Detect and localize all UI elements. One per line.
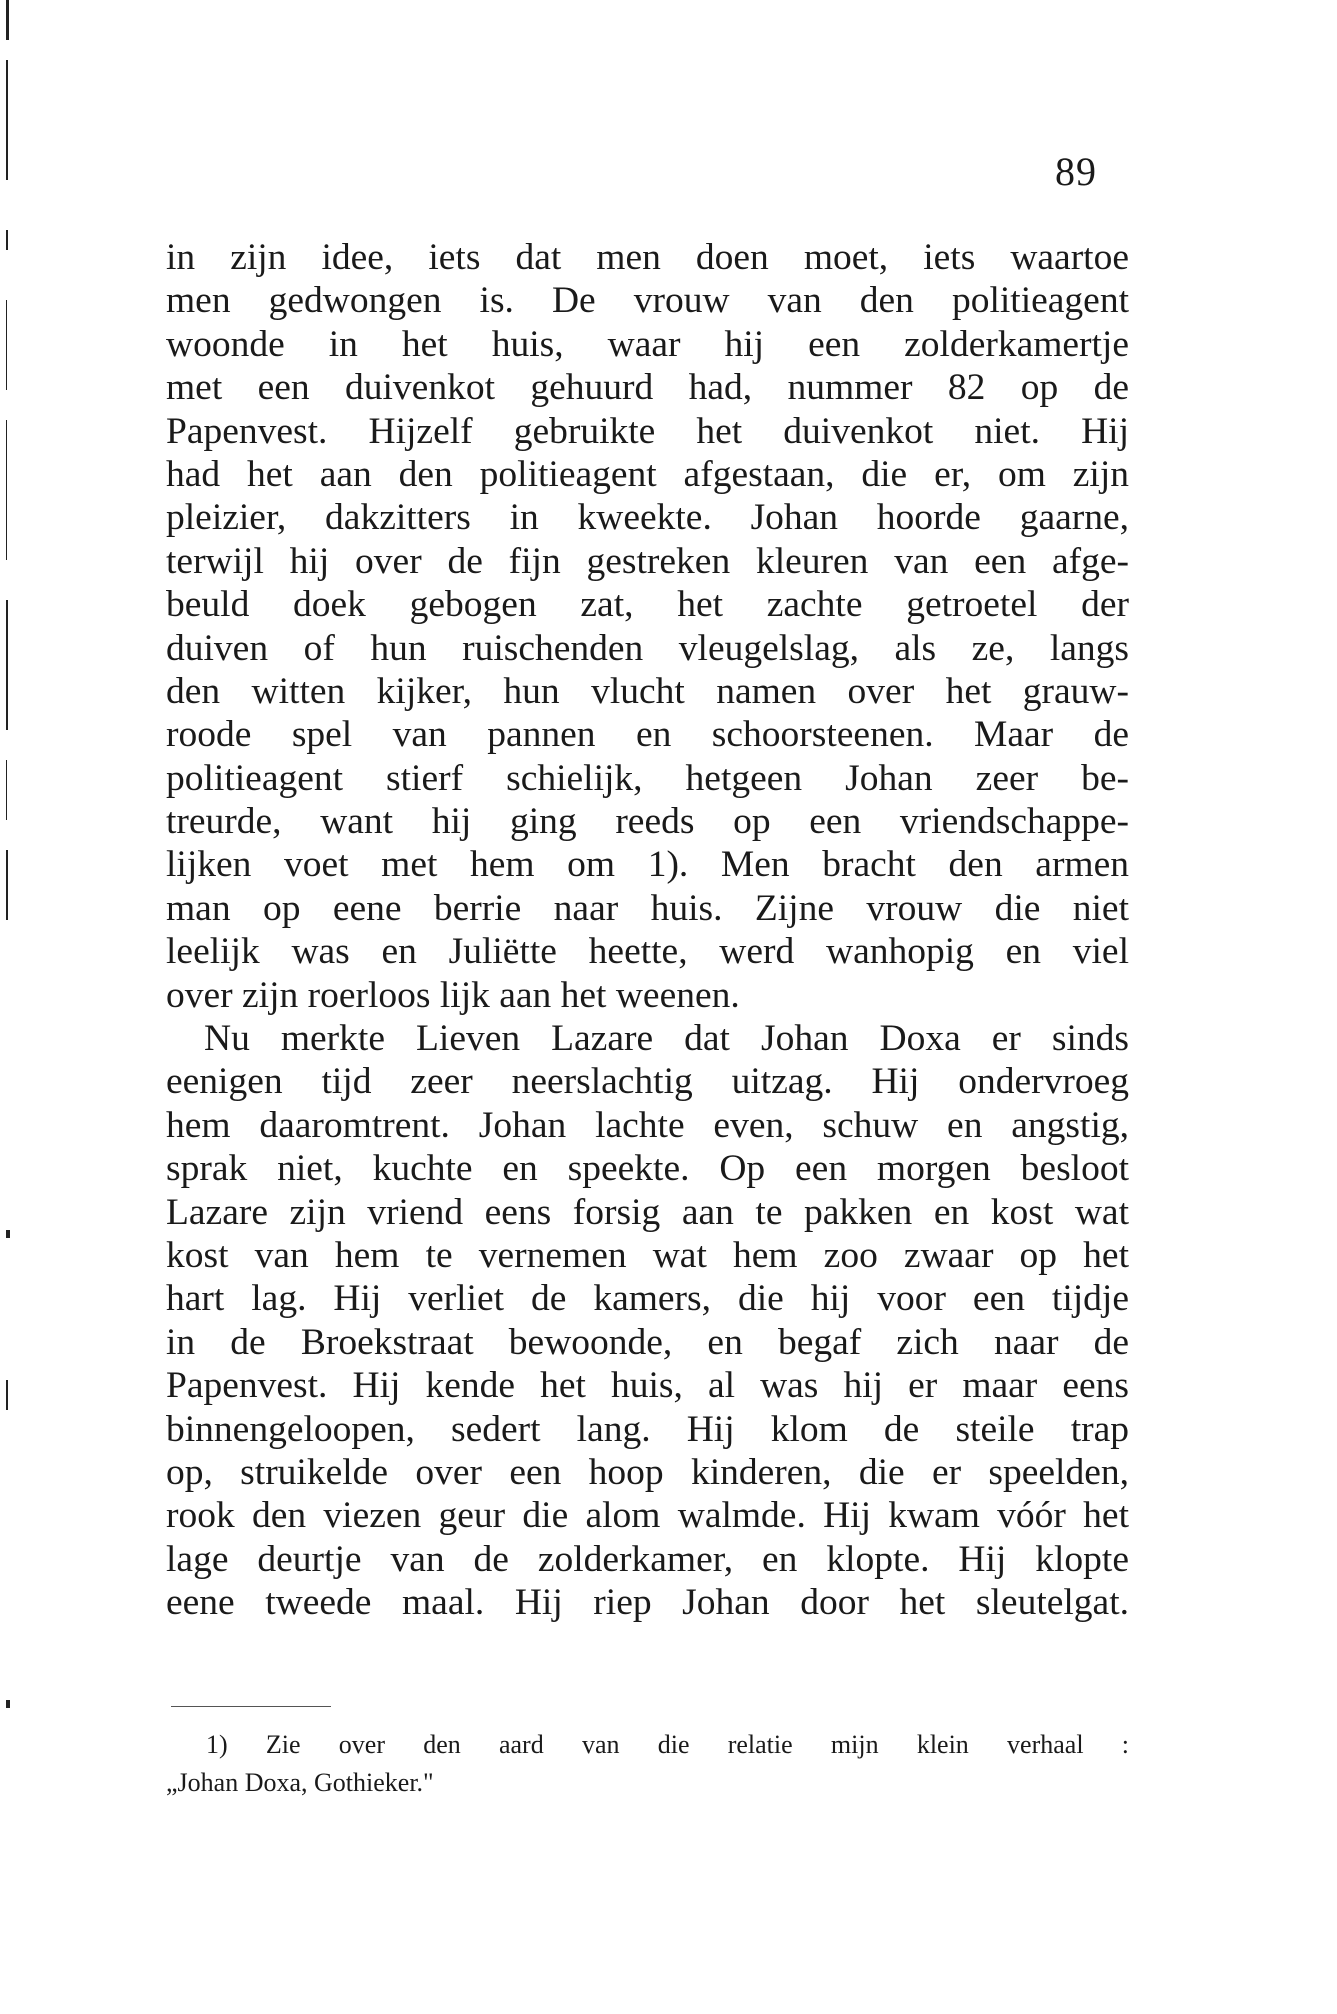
footnote [166, 1726, 1129, 1802]
text-line: leelijk was en Juliëtte heette, werd wanhopig en viel [166, 931, 1129, 973]
page-number: 89 [1055, 149, 1097, 194]
text-line: in de Broekstraat bewoonde, en begaf zich naar de [166, 1321, 1129, 1363]
text-line: roode spel van pannen en schoorsteenen. Maar de [166, 714, 1129, 756]
text-line: Nu merkte Lieven Lazare dat Johan Doxa er sinds [204, 1018, 1129, 1060]
text-line: terwijl hij over de fijn gestreken kleuren van een afge- [166, 540, 1129, 582]
text-line: op, struikelde over een hoop kinderen, die er speelden, [166, 1451, 1129, 1493]
text-line: eene tweede maal. Hij riep Johan door het sleutelgat. [166, 1582, 1129, 1624]
text-line: lage deurtje van de zolderkamer, en klopte. Hij klopte [166, 1538, 1129, 1580]
text-line: met een duivenkot gehuurd had, nummer 82 op de [166, 367, 1129, 409]
text-line: rook den viezen geur die alom walmde. Hij kwam vóór het [166, 1495, 1129, 1537]
text-line: in zijn idee, iets dat men doen moet, iets waartoe [166, 237, 1129, 278]
footnote-line: „Johan Doxa, Gothieker." [166, 1768, 434, 1797]
text-line: pleizier, dakzitters in kweekte. Johan hoorde gaarne, [166, 497, 1129, 539]
text-line: kost van hem te vernemen wat hem zoo zwaar op het [166, 1234, 1129, 1276]
text-line: treurde, want hij ging reeds op een vriendschappe- [166, 801, 1129, 843]
text-line: duiven of hun ruischenden vleugelslag, als ze, langs [166, 627, 1129, 669]
text-line: woonde in het huis, waar hij een zolderkamertje [166, 323, 1129, 365]
text-line: hart lag. Hij verliet de kamers, die hij voor een tijdje [166, 1278, 1129, 1320]
text-line: eenigen tijd zeer neerslachtig uitzag. Hij ondervroeg [166, 1061, 1129, 1103]
footnote-line: 1) Zie over den aard van die relatie mijn klein verhaal : [206, 1730, 1129, 1759]
text-line: Papenvest. Hij kende het huis, al was hij er maar eens [166, 1365, 1129, 1407]
text-line: beuld doek gebogen zat, het zachte getroetel der [166, 584, 1129, 626]
text-line: man op eene berrie naar huis. Zijne vrouw die niet [166, 887, 1129, 929]
text-line: had het aan den politieagent afgestaan, die er, om zijn [166, 453, 1129, 495]
scan-edge-marks [6, 0, 10, 2014]
text-line: over zijn roerloos lijk aan het weenen. [166, 974, 740, 1016]
text-line: men gedwongen is. De vrouw van den politieagent [166, 280, 1129, 322]
text-line: hem daaromtrent. Johan lachte even, schuw en angstig, [166, 1104, 1129, 1146]
text-line: Papenvest. Hijzelf gebruikte het duivenkot niet. Hij [166, 410, 1129, 452]
text-line: politieagent stierf schielijk, hetgeen Johan zeer be- [166, 757, 1129, 799]
text-line: den witten kijker, hun vlucht namen over het grauw- [166, 670, 1129, 712]
text-line: Lazare zijn vriend eens forsig aan te pakken en kost wat [166, 1191, 1129, 1233]
text-line: binnengeloopen, sedert lang. Hij klom de steile trap [166, 1408, 1129, 1450]
text-line: sprak niet, kuchte en speekte. Op een morgen besloot [166, 1148, 1129, 1190]
text-line: lijken voet met hem om 1). Men bracht den armen [166, 844, 1129, 886]
footnote-divider [171, 1706, 331, 1707]
body-text [166, 236, 1129, 1625]
